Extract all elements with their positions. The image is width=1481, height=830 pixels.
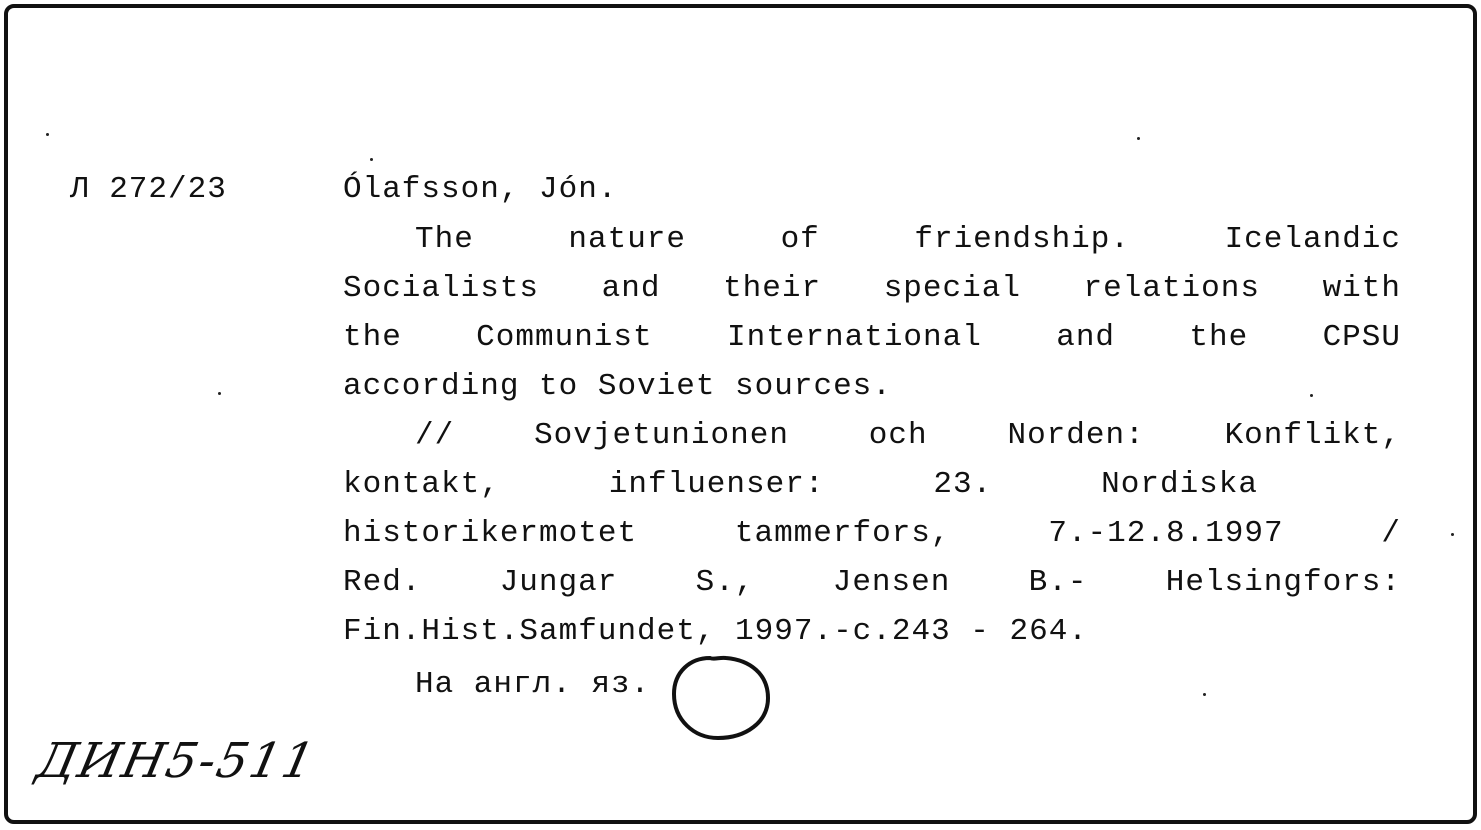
source-line: kontakt, influenser: 23. Nordiska <box>343 467 1258 502</box>
language-note: На англ. яз. <box>415 667 651 702</box>
dust-speck <box>1451 533 1454 536</box>
handwritten-accession-number: ДИН5-511 <box>32 733 322 789</box>
title-line: the Communist International and the CPSU <box>343 320 1401 355</box>
source-line: // Sovjetunionen och Norden: Konflikt, <box>415 418 1401 453</box>
dust-speck <box>1310 394 1313 397</box>
author-heading: Ólafsson, Jón. <box>343 172 618 207</box>
dust-speck <box>46 133 49 136</box>
source-line: Fin.Hist.Samfundet, 1997.-c.243 - 264. <box>343 614 1088 649</box>
title-line: The nature of friendship. Icelandic <box>415 222 1401 257</box>
dust-speck <box>370 158 373 161</box>
dust-speck <box>1137 137 1140 140</box>
shelfmark: Л 272/23 <box>70 172 227 207</box>
source-line: Red. Jungar S., Jensen B.- Helsingfors: <box>343 565 1401 600</box>
source-line: historikermotet tammerfors, 7.-12.8.1997 / <box>343 516 1401 551</box>
hole-punch-circle-icon <box>660 650 780 750</box>
dust-speck <box>218 392 221 395</box>
dust-speck <box>1203 693 1206 696</box>
title-line: Socialists and their special relations with <box>343 271 1401 306</box>
title-line: according to Soviet sources. <box>343 369 892 404</box>
